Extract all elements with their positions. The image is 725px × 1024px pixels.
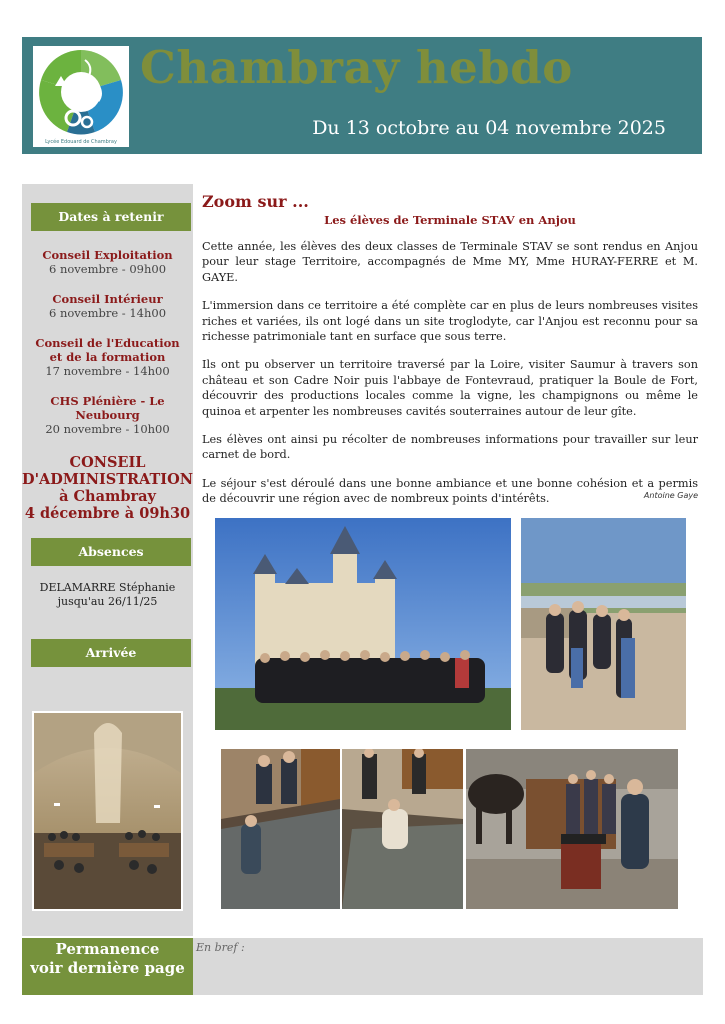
article-paragraph: Les élèves ont ainsi pu récolter de nombreuses informations pour travailler sur leur carnet de bord. — [202, 433, 698, 462]
article-body — [202, 239, 698, 520]
highlight-line: à Chambray — [59, 488, 156, 505]
absences-heading: Absences — [31, 538, 191, 566]
event-item — [22, 248, 193, 276]
en-bref-box — [193, 938, 703, 995]
boule-de-fort-photo-2 — [342, 749, 463, 909]
event-date: 6 novembre - 09h00 — [48, 262, 167, 276]
article-paragraph: Cette année, les élèves des deux classes de Terminale STAV se sont rendus en Anjou pour leur stage Territoire, accompagnés de Mme MY, Mme HURAY-FERRE et M. GAYE. — [202, 240, 698, 284]
highlight-line: CONSEIL — [69, 454, 146, 471]
article-paragraph: Le séjour s'est déroulé dans une bonne ambiance et une bonne cohésion et a permis de découvrir une région avec de nombreux points d'intérêts. — [202, 476, 698, 506]
absence-entry — [22, 581, 193, 609]
sidebar — [22, 184, 193, 936]
board-meeting-highlight — [22, 454, 193, 522]
article-signature: Antoine Gaye — [643, 491, 698, 500]
newsletter-title: Chambray hebdo — [140, 41, 573, 94]
absence-until: jusqu'au 26/11/25 — [57, 595, 158, 608]
issue-dates: Du 13 octobre au 04 novembre 2025 — [312, 117, 666, 139]
article-paragraph: Ils ont pu observer un territoire traversé par la Loire, visiter Saumur à travers son château et son Cadre Noir puis l'abbaye de Fontevraud, pratiquer la Boule de Fort, découvrir des productions locales comme la vigne, les champignons ou même le quinoa et arpenter les nombreuses cavités souterraines autour de leur gîte. — [202, 358, 698, 418]
castle-group-photo — [215, 518, 511, 730]
arrivee-heading: Arrivée — [31, 639, 191, 667]
event-title: Conseil Intérieur — [52, 292, 163, 306]
dates-heading: Dates à retenir — [31, 203, 191, 231]
event-date: 20 novembre - 10h00 — [45, 422, 170, 436]
permanence-box — [22, 938, 193, 995]
event-title: CHS Plénière - Le Neubourg — [50, 394, 165, 422]
school-logo — [33, 46, 129, 147]
event-item — [32, 336, 183, 378]
boule-de-fort-photo-1 — [221, 749, 340, 909]
event-date: 17 novembre - 14h00 — [45, 364, 170, 378]
article-paragraph: L'immersion dans ce territoire a été complète car en plus de leurs nombreuses visites riches et variées, ils ont logé dans un site troglodyte, car l'Anjou est reconnu pour sa richesse patrimoniale tant en surface que sous terre. — [202, 299, 698, 344]
highlight-line: 4 décembre à 09h30 — [24, 505, 191, 522]
event-date: 6 novembre - 14h00 — [48, 306, 167, 320]
event-title: Conseil Exploitation — [42, 248, 173, 262]
logo-caption: Lycée Edouard de Chambray — [45, 139, 117, 145]
event-item — [22, 292, 193, 320]
event-title: Conseil de l'Education et de la formation — [35, 336, 180, 364]
article-subtitle: Les élèves de Terminale STAV en Anjou — [324, 213, 576, 227]
permanence-line: Permanence — [55, 940, 160, 958]
highlight-line: D'ADMINISTRATION — [22, 471, 193, 488]
troglodyte-dining-photo — [32, 711, 183, 911]
en-bref-label: En bref : — [196, 941, 245, 954]
article-heading: Zoom sur ... — [202, 192, 309, 211]
absence-name: DELAMARRE Stéphanie — [39, 581, 176, 594]
newsletter-header — [22, 37, 702, 154]
event-item — [40, 394, 175, 436]
horse-blacksmith-photo — [466, 749, 678, 909]
permanence-line: voir dernière page — [30, 959, 185, 977]
loire-viewpoint-photo — [521, 518, 686, 730]
